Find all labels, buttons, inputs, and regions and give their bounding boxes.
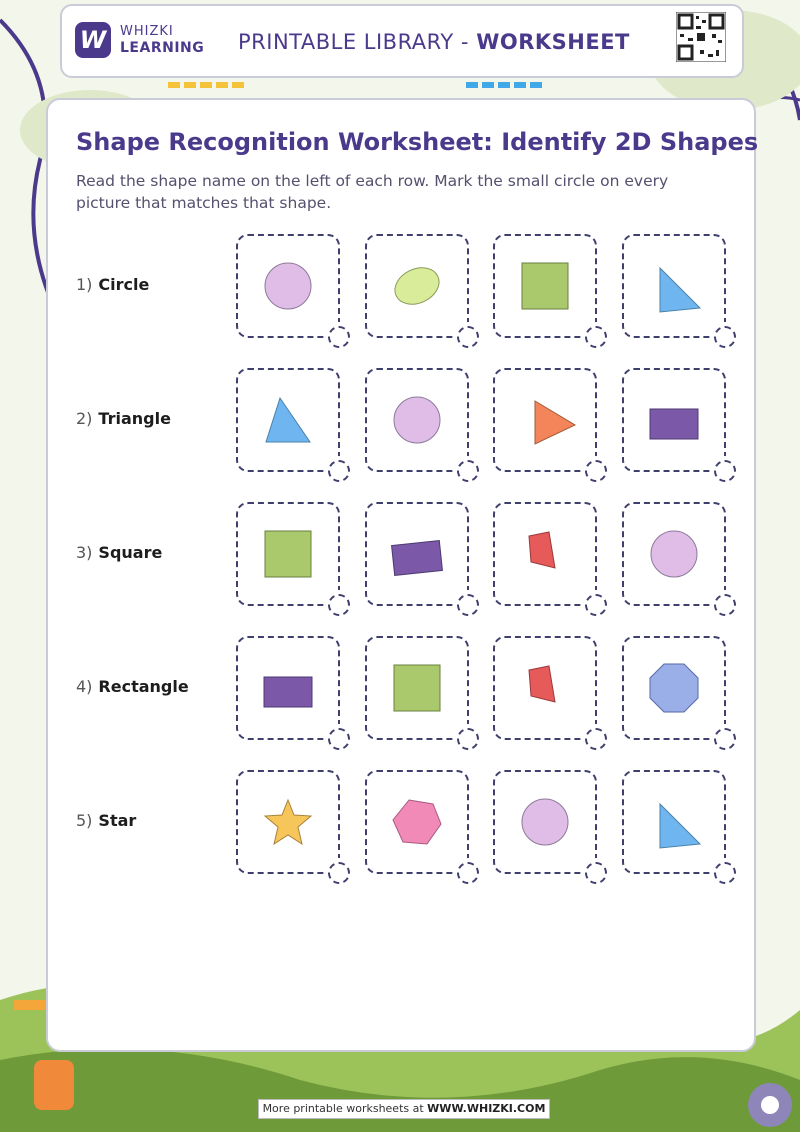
shape-card-circle (493, 770, 597, 874)
shape-card-ellipse (365, 234, 469, 338)
square-shape (495, 236, 595, 336)
shape-card-triangle (622, 234, 726, 338)
circle-shape (495, 772, 595, 872)
shape-card-rectangle (236, 636, 340, 740)
brand-name: WHIZKI (120, 24, 174, 39)
quadrilateral-shape (495, 638, 595, 738)
rectangle-shape (624, 370, 724, 470)
shape-card-star (236, 770, 340, 874)
mark-circle-checkbox[interactable] (585, 460, 607, 482)
circle-shape (238, 236, 338, 336)
circle-shape (367, 370, 467, 470)
mark-circle-checkbox[interactable] (457, 460, 479, 482)
shape-card-circle (622, 502, 726, 606)
mark-circle-checkbox[interactable] (714, 326, 736, 348)
triangle-shape (238, 370, 338, 470)
mark-circle-checkbox[interactable] (328, 326, 350, 348)
shape-card-square (365, 636, 469, 740)
shape-card-hexagon (365, 770, 469, 874)
shape-card-octagon (622, 636, 726, 740)
mark-circle-checkbox[interactable] (328, 728, 350, 750)
qr-code-icon (676, 12, 726, 62)
footer-link[interactable]: More printable worksheets at WWW.WHIZKI.COM (258, 1099, 550, 1119)
worksheet-title: Shape Recognition Worksheet: Identify 2D Shapes (76, 128, 759, 156)
quadrilateral-shape (495, 504, 595, 604)
row-3-label: 3) Square (76, 543, 163, 562)
row-4-label: 4) Rectangle (76, 677, 189, 696)
shape-card-square (493, 234, 597, 338)
shape-card-quadrilateral (493, 636, 597, 740)
rectangle-shape (238, 638, 338, 738)
row-1-label: 1) Circle (76, 275, 150, 294)
mark-circle-checkbox[interactable] (585, 594, 607, 616)
octagon-shape (624, 638, 724, 738)
mark-circle-checkbox[interactable] (714, 594, 736, 616)
brand-subtitle: LEARNING (120, 40, 205, 56)
mark-circle-checkbox[interactable] (585, 728, 607, 750)
library-title: PRINTABLE LIBRARY - WORKSHEET (238, 30, 630, 54)
row-5-label: 5) Star (76, 811, 137, 830)
mark-circle-checkbox[interactable] (714, 728, 736, 750)
circle-shape (624, 504, 724, 604)
mark-circle-checkbox[interactable] (457, 326, 479, 348)
mark-circle-checkbox[interactable] (328, 594, 350, 616)
star-shape (238, 772, 338, 872)
mark-circle-checkbox[interactable] (457, 728, 479, 750)
shape-card-triangle (236, 368, 340, 472)
shape-card-rectangle (365, 502, 469, 606)
shape-card-circle (236, 234, 340, 338)
shape-card-quadrilateral (493, 502, 597, 606)
mark-circle-checkbox[interactable] (328, 460, 350, 482)
hexagon-shape (367, 772, 467, 872)
worksheet-instructions: Read the shape name on the left of each row. Mark the small circle on every picture that matches that shape. (76, 172, 669, 212)
mark-circle-checkbox[interactable] (328, 862, 350, 884)
triangle-shape (624, 236, 724, 336)
row-2-label: 2) Triangle (76, 409, 171, 428)
shape-card-square (236, 502, 340, 606)
shape-card-triangle (622, 770, 726, 874)
square-shape (238, 504, 338, 604)
mark-circle-checkbox[interactable] (457, 594, 479, 616)
square-shape (367, 638, 467, 738)
triangle-shape (495, 370, 595, 470)
mark-circle-checkbox[interactable] (457, 862, 479, 884)
mark-circle-checkbox[interactable] (714, 862, 736, 884)
mark-circle-checkbox[interactable] (714, 460, 736, 482)
rectangle-shape (367, 504, 467, 604)
triangle-shape (624, 772, 724, 872)
mark-circle-checkbox[interactable] (585, 862, 607, 884)
ellipse-shape (367, 236, 467, 336)
shape-card-triangle (493, 368, 597, 472)
mark-circle-checkbox[interactable] (585, 326, 607, 348)
shape-card-rectangle (622, 368, 726, 472)
shape-card-circle (365, 368, 469, 472)
whizki-logo: W (75, 22, 111, 58)
